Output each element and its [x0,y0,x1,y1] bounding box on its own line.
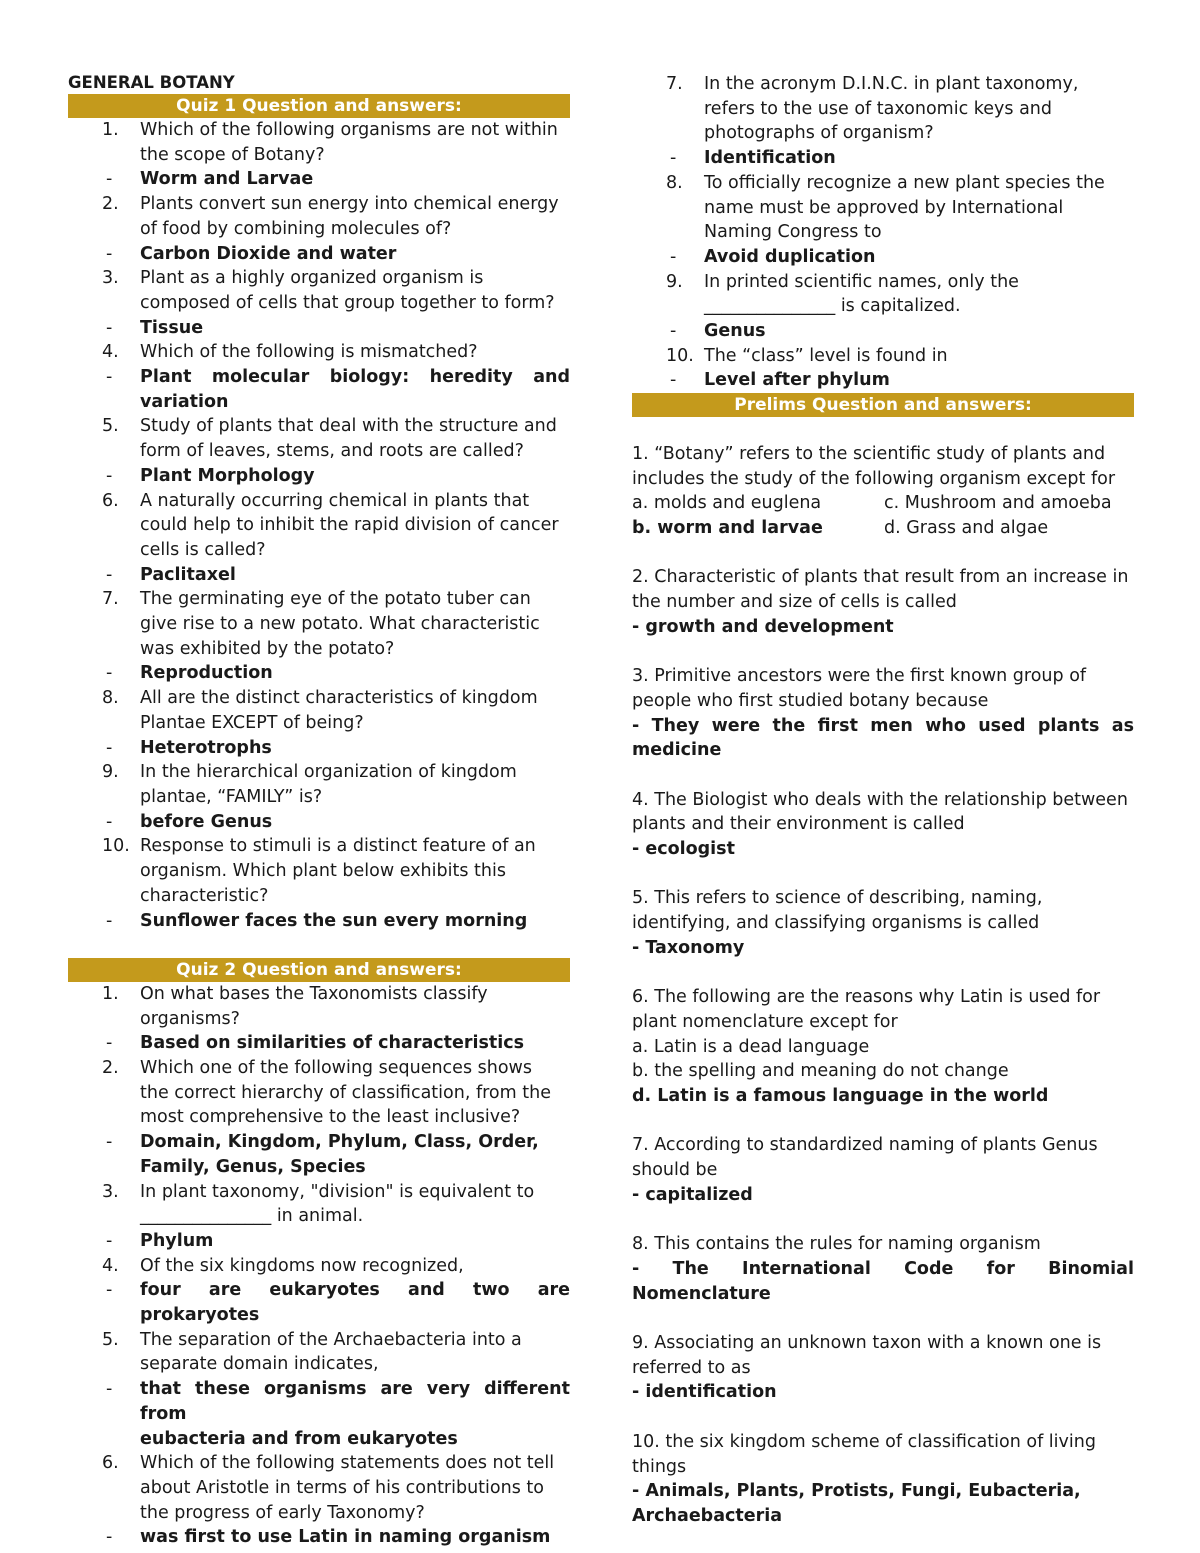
quiz1-list [68,118,570,933]
option-line: b. the spelling and meaning do not change [632,1061,1009,1082]
question-line [632,97,1134,122]
question-text: give rise to a new potato. What characteristic [140,614,540,635]
answer-line [632,146,1134,171]
left-column [68,72,570,1550]
answer-text: Phylum [140,1230,214,1251]
answer-text: Genus [704,321,766,342]
answer-line [68,1229,570,1254]
answer-bullet: - [106,317,113,338]
question-number: 6. [102,1453,119,1474]
question-number: 9. [102,762,119,783]
answer-line: - growth and development [632,616,894,637]
answer-line: - Taxonomy [632,937,745,958]
question-text: Plants convert sun energy into chemical energy [140,194,559,215]
answer-text: Plant Morphology [140,465,315,486]
question-line [68,291,570,316]
question-line [68,538,570,563]
question-line [68,340,570,365]
option-a: a. molds and euglena [632,493,822,514]
quiz2-list [68,982,570,1550]
question-line [68,711,570,736]
answer-line [68,563,570,588]
question-line: includes the study of the following organism except for [632,468,1116,489]
question-text: Which one of the following sequences shows [140,1058,532,1078]
question-text: The “class” level is found in [704,345,948,366]
answer-text: Reproduction [140,663,273,684]
question-line [68,587,570,612]
answer-line [68,1155,570,1180]
question-number [68,612,140,637]
question-line [68,1081,570,1106]
question-line: 1. “Botany” refers to the scientific study of plants and [632,443,1106,464]
answer-bullet: - [106,367,113,388]
answer-line [632,319,1134,344]
question-text: was exhibited by the potato? [140,638,395,659]
question-text: _______________ in animal. [140,1206,364,1227]
answer-text: four are eukaryotes and two are prokaryotes [140,1280,570,1326]
question-number [68,1081,140,1106]
prelims-question-2 [632,565,1134,639]
question-text: cells is called? [140,539,266,560]
question-text: Plant as a highly organized organism is [140,268,484,289]
question-number [68,538,140,563]
question-number [68,513,140,538]
question-number: 9. [666,271,683,292]
answer-bullet: - [106,1033,113,1054]
question-line [68,1105,570,1130]
question-number [68,711,140,736]
answer-line [68,464,570,489]
question-number [632,220,704,245]
question-text: of food by combining molecules of? [140,218,452,239]
question-number: 3. [102,1181,119,1202]
question-line: plant nomenclature except for [632,1011,898,1032]
answer-text: Carbon Dioxide and water [140,243,397,264]
answer-line [68,1525,570,1550]
question-number: 4. [102,342,119,363]
question-number [632,97,704,122]
answer-bullet: - [106,243,113,264]
question-text: the correct hierarchy of classification, from the [140,1082,551,1103]
answer-line: Archaebacteria [632,1505,783,1526]
answer-line [68,242,570,267]
question-number: 5. [102,416,119,437]
question-line: should be [632,1160,718,1181]
answer-bullet: - [106,1230,113,1251]
answer-bullet: - [670,148,677,169]
question-number: 8. [666,172,683,193]
question-text: photographs of organism? [704,123,934,144]
question-text: Naming Congress to [704,222,882,243]
question-text: Response to stimuli is a distinct feature of an [140,836,536,857]
option-c: c. Mushroom and amoeba [884,493,1112,514]
question-line [68,686,570,711]
question-text: plantae, “FAMILY” is? [140,786,323,807]
option-b-answer: b. worm and larvae [632,517,823,538]
quiz2-list-continued [632,72,1134,393]
prelims-question-7 [632,1133,1134,1207]
question-text: In the acronym D.I.N.C. in plant taxonomy, [704,74,1079,94]
question-line [632,121,1134,146]
question-line [68,1254,570,1279]
answer-bullet: - [106,663,113,684]
question-text: about Aristotle in terms of his contributions to [140,1477,544,1498]
options-grid [632,491,1134,540]
question-text: characteristic? [140,885,269,906]
option-d: d. Grass and algae [884,517,1049,538]
answer-text: Identification [704,148,836,169]
question-number [68,439,140,464]
question-text: All are the distinct characteristics of kingdom [140,688,538,709]
answer-bullet: - [106,1379,113,1400]
answer-line: - Animals, Plants, Protists, Fungi, Eubacteria, [632,1481,1081,1502]
question-text: On what bases the Taxonomists classify [140,983,488,1004]
right-column [632,72,1134,1529]
answer-line: - The International Code for Binomial Nomenclature [632,1258,1134,1304]
question-line [68,1056,570,1081]
question-line: referred to as [632,1357,751,1378]
question-line [68,1451,570,1476]
question-line [68,1180,570,1205]
question-line [68,859,570,884]
question-line [68,834,570,859]
question-line [68,217,570,242]
question-line [68,884,570,909]
answer-line [68,909,570,934]
answer-line [68,1377,570,1426]
answer-line: - capitalized [632,1184,753,1205]
prelims-question-8 [632,1232,1134,1306]
question-line: 2. Characteristic of plants that result from an increase in [632,567,1129,588]
question-text: Which of the following is mismatched? [140,342,478,363]
question-number [68,217,140,242]
answer-line [68,736,570,761]
question-line [68,1204,570,1229]
question-text: could help to inhibit the rapid division of cancer [140,515,559,536]
quiz2-heading: Quiz 2 Question and answers: [68,958,570,982]
answer-text: Plant molecular biology: heredity and variation [140,367,570,412]
answer-bullet: - [106,564,113,585]
question-number: 7. [102,589,119,610]
question-line: 5. This refers to science of describing, naming, [632,888,1043,909]
answer-line [68,1130,570,1155]
quiz1-heading: Quiz 1 Question and answers: [68,94,570,118]
question-text: most comprehensive to the least inclusive? [140,1107,521,1128]
answer-line: - identification [632,1382,777,1403]
question-line [68,1501,570,1526]
answer-line [68,661,570,686]
question-number: 10. [666,345,694,366]
question-line: things [632,1456,687,1477]
question-line [68,143,570,168]
question-text: Of the six kingdoms now recognized, [140,1255,464,1276]
prelims-question-3 [632,664,1134,763]
question-number: 5. [102,1329,119,1350]
question-line [632,171,1134,196]
answer-bullet: - [670,370,677,391]
answer-text: Level after phylum [704,370,890,391]
answer-bullet: - [106,465,113,486]
answer-line: - ecologist [632,839,735,860]
question-text: the scope of Botany? [140,144,325,165]
question-number [632,121,704,146]
answer-bullet: - [670,246,677,267]
answer-bullet: - [106,811,113,832]
question-text: _______________ is capitalized. [704,296,961,317]
question-number: 10. [102,836,130,857]
question-line [68,785,570,810]
question-number: 6. [102,490,119,511]
answer-bullet: - [670,321,677,342]
answer-line [68,365,570,414]
answer-bullet: - [106,910,113,931]
question-line: 6. The following are the reasons why Latin is used for [632,987,1101,1008]
question-number [68,884,140,909]
answer-line: - They were the first men who used plants as medicine [632,715,1134,761]
question-number [632,294,704,319]
answer-text: eubacteria and from eukaryotes [140,1428,458,1449]
answer-line [68,1031,570,1056]
question-line [632,344,1134,369]
question-number: 4. [102,1255,119,1276]
prelims-question-6 [632,985,1134,1109]
question-number [68,1105,140,1130]
answer-line [68,810,570,835]
question-number: 2. [102,194,119,215]
question-text: In the hierarchical organization of kingdom [140,762,517,783]
question-text: Which of the following organisms are not within [140,120,558,140]
question-number [68,1007,140,1032]
question-line [68,760,570,785]
question-line [632,294,1134,319]
question-number: 8. [102,688,119,709]
answer-line [68,1427,570,1452]
question-line: people who first studied botany because [632,690,989,711]
question-line [632,220,1134,245]
question-text: organism. Which plant below exhibits this [140,861,506,882]
prelims-heading: Prelims Question and answers: [632,393,1134,417]
question-line: 10. the six kingdom scheme of classification of living [632,1431,1096,1452]
answer-line [632,368,1134,393]
answer-bullet: - [106,1280,113,1301]
question-text: Study of plants that deal with the structure and [140,416,557,437]
question-text: name must be approved by International [704,197,1064,218]
question-line [68,982,570,1007]
question-text: In printed scientific names, only the [704,271,1019,292]
question-line [68,266,570,291]
question-number: 2. [102,1058,119,1078]
answer-bullet: - [106,737,113,758]
prelims-question-4 [632,788,1134,862]
question-line [68,1007,570,1032]
question-line: 4. The Biologist who deals with the relationship between [632,789,1128,810]
question-text: separate domain indicates, [140,1354,379,1375]
question-text: the progress of early Taxonomy? [140,1502,425,1523]
question-text: A naturally occurring chemical in plants that [140,490,530,511]
answer-line: d. Latin is a famous language in the world [632,1086,1049,1107]
question-number [68,1352,140,1377]
question-text: To officially recognize a new plant species the [704,172,1105,193]
question-number: 1. [102,120,119,140]
question-line [68,489,570,514]
answer-line [68,167,570,192]
question-line [68,1476,570,1501]
question-number [68,637,140,662]
answer-line [68,1278,570,1327]
question-number [68,291,140,316]
question-number [68,143,140,168]
question-line: the number and size of cells is called [632,592,957,613]
prelims-question-1 [632,442,1134,541]
question-text: In plant taxonomy, "division" is equivalent to [140,1181,535,1202]
question-number: 1. [102,983,119,1004]
question-text: organisms? [140,1008,240,1029]
question-number [68,859,140,884]
question-number [68,1476,140,1501]
question-text: Plantae EXCEPT of being? [140,712,364,733]
question-line [632,72,1134,97]
prelims-question-10 [632,1430,1134,1529]
question-line [68,118,570,143]
question-number [68,1204,140,1229]
prelims-question-9 [632,1331,1134,1405]
answer-text: Paclitaxel [140,564,236,585]
question-line: plants and their environment is called [632,814,965,835]
question-line: identifying, and classifying organisms is called [632,913,1040,934]
answer-text: Tissue [140,317,204,338]
question-line: 8. This contains the rules for naming organism [632,1234,1041,1255]
document-title: GENERAL BOTANY [68,73,235,92]
question-text: The germinating eye of the potato tuber can [140,589,531,610]
answer-bullet: - [106,1132,113,1153]
answer-bullet [68,1155,140,1180]
question-line [68,414,570,439]
question-text: composed of cells that group together to form? [140,292,555,313]
question-line [68,192,570,217]
answer-text: Domain, Kingdom, Phylum, Class, Order, [140,1132,539,1153]
answer-text: that these organisms are very different from [140,1379,570,1424]
question-number: 7. [666,74,683,94]
answer-bullet: - [106,169,113,190]
question-text: The separation of the Archaebacteria into a [140,1329,522,1350]
question-number: 3. [102,268,119,289]
question-line [632,270,1134,295]
option-line: a. Latin is a dead language [632,1036,870,1057]
question-number [68,785,140,810]
question-text: Which of the following statements does not tell [140,1453,555,1474]
question-line [68,439,570,464]
answer-text: Heterotrophs [140,737,272,758]
answer-text: Based on similarities of characteristics [140,1033,525,1054]
question-line [68,513,570,538]
answer-text: Avoid duplication [704,246,876,267]
question-text: form of leaves, stems, and roots are called? [140,441,524,462]
answer-line [632,245,1134,270]
prelims-question-5 [632,886,1134,960]
question-line: 3. Primitive ancestors were the first known group of [632,666,1087,687]
answer-text: before Genus [140,811,273,832]
question-line: 9. Associating an unknown taxon with a known one is [632,1333,1102,1354]
question-line [68,1352,570,1377]
question-text: refers to the use of taxonomic keys and [704,98,1053,119]
answer-text: was first to use Latin in naming organism [140,1527,551,1548]
question-line: 7. According to standardized naming of plants Genus [632,1135,1098,1156]
answer-bullet: - [106,1527,113,1548]
answer-text: Family, Genus, Species [140,1156,366,1177]
answer-bullet [68,1427,140,1452]
question-line [632,196,1134,221]
question-line [68,637,570,662]
question-line [68,612,570,637]
question-number [632,196,704,221]
answer-text: Worm and Larvae [140,169,314,190]
answer-text: Sunflower faces the sun every morning [140,910,528,931]
answer-line [68,316,570,341]
question-line [68,1328,570,1353]
question-number [68,1501,140,1526]
